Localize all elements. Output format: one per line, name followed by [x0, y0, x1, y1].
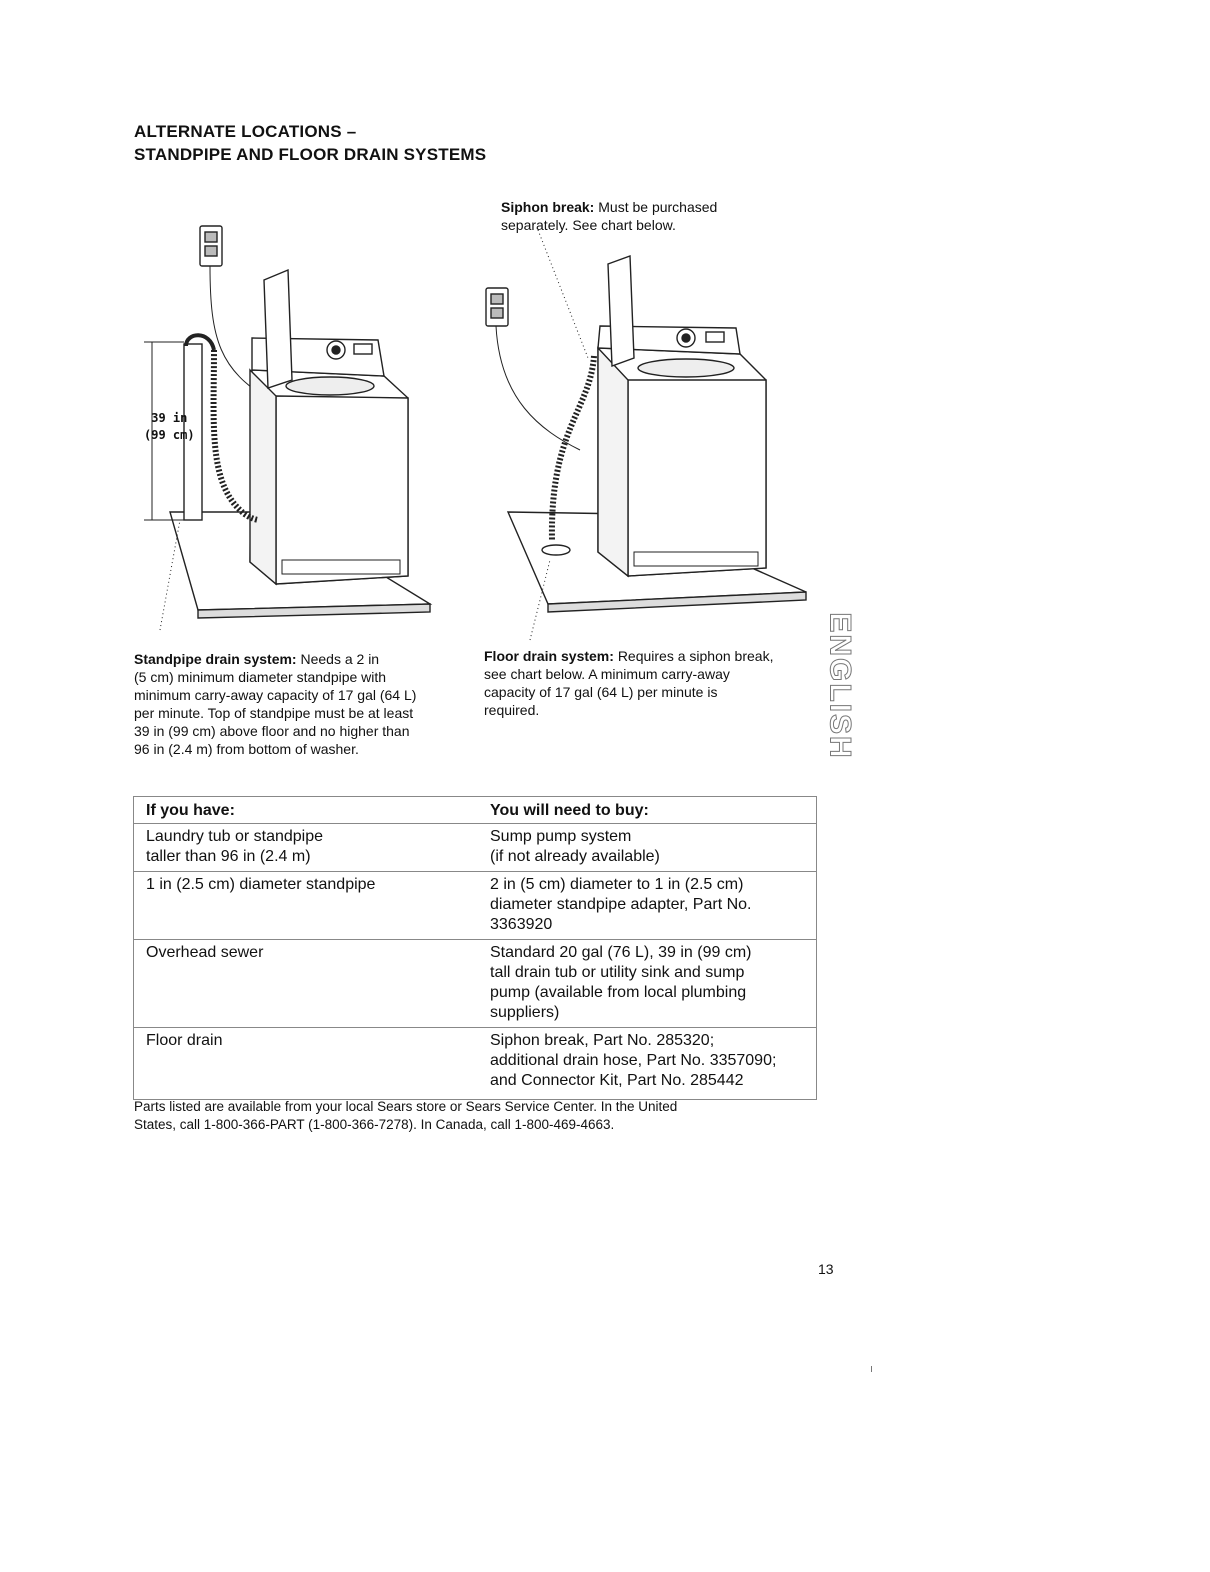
floor-drain-caption: Floor drain system: Requires a siphon break, see chart below. A minimum carry-away capacity of 17 gal (64 L) per minute is required. [484, 648, 774, 718]
washer-lid [264, 270, 292, 388]
table-cell-have: 1 in (2.5 cm) diameter standpipe [134, 872, 479, 940]
column-header: If you have: [134, 797, 479, 824]
column-header: You will need to buy: [478, 797, 817, 824]
table-row [134, 1028, 817, 1100]
heading-line-1: ALTERNATE LOCATIONS – [134, 122, 357, 141]
washer-lid [608, 256, 634, 366]
table-row [134, 824, 817, 872]
page-number: 13 [818, 1261, 834, 1277]
table-cell-buy: Siphon break, Part No. 285320; additional drain hose, Part No. 3357090; and Connector Kit, Part No. 285442 [478, 1028, 817, 1100]
standpipe-height-dimension: 39 in (99 cm) [144, 411, 195, 442]
table-cell-have: Overhead sewer [134, 940, 479, 1028]
table-cell-buy: Sump pump system (if not already available) [478, 824, 817, 872]
parts-availability-note: Parts listed are available from your local Sears store or Sears Service Center. In the United States, call 1-800-366-PART (1-800-366-7278). In Canada, call 1-800-469-4663. [134, 1099, 678, 1132]
table-cell-have: Laundry tub or standpipe taller than 96 in (2.4 m) [134, 824, 479, 872]
siphon-break-leader [538, 230, 588, 358]
floor-drain [542, 545, 570, 555]
floor-drain-washer-illustration [480, 230, 820, 650]
standpipe-caption: Standpipe drain system: Needs a 2 in (5 cm) minimum diameter standpipe with minimum carry-away capacity of 17 gal (64 L) per minute. Top of standpipe must be at least 39 in (99 cm) above floor and no higher than 96 in (2.4 m) from bottom of washer. [134, 651, 417, 757]
section-heading [134, 120, 486, 166]
parts-table [133, 796, 817, 1100]
siphon-break-callout: Siphon break: Must be purchased separately. See chart below. [501, 199, 718, 233]
stray-mark [871, 1366, 872, 1372]
table-row [134, 940, 817, 1028]
table-header-row [134, 797, 817, 824]
heading-line-2: STANDPIPE AND FLOOR DRAIN SYSTEMS [134, 145, 487, 164]
language-side-tab: ENGLISH [824, 612, 858, 760]
table-cell-have: Floor drain [134, 1028, 479, 1100]
table-cell-buy: 2 in (5 cm) diameter to 1 in (2.5 cm) diameter standpipe adapter, Part No. 3363920 [478, 872, 817, 940]
table-cell-buy: Standard 20 gal (76 L), 39 in (99 cm) tall drain tub or utility sink and sump pump (available from local plumbing suppliers) [478, 940, 817, 1028]
table-row [134, 872, 817, 940]
